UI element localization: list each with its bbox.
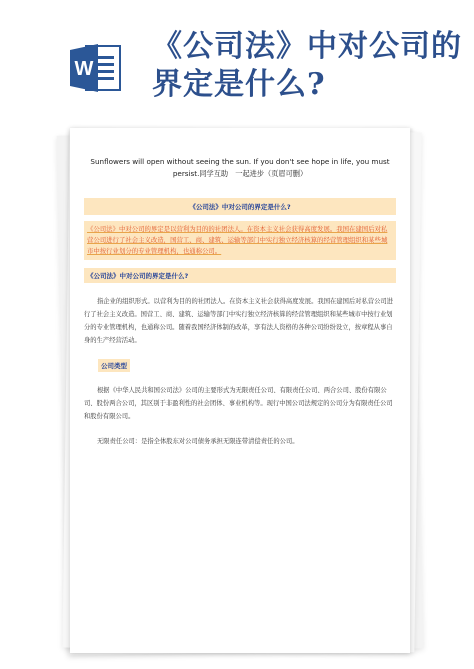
highlight-heading: 《公司法》中对公司的界定是什么?	[84, 268, 396, 283]
highlight-title: 《公司法》中对公司的界定是什么?	[84, 198, 396, 215]
svg-text:W: W	[74, 58, 94, 80]
page-title: 《公司法》中对公司的界定是什么?	[152, 29, 462, 102]
cover-header	[0, 0, 474, 118]
section-label-company-types: 公司类型	[98, 359, 130, 372]
highlight-summary: 《公司法》中对公司的界定是以营利为目的的社团法人。在资本主义社会获得高度发展。我国在建国后对私营公司进行了社会主义改造，国营工、商、建筑、运输等部门中实行独立经济核算的经营管理组织和某些城市中按行业划分的专业管理机构，也通称公司。	[84, 221, 396, 260]
paragraph-unlimited-liability: 无限责任公司：是指全体股东对公司债务承担无限连带清偿责任的公司。	[97, 438, 299, 445]
document-page	[70, 128, 410, 653]
header-motto: Sunflowers will open without seeing the sun. If you don't see hope in life, you must persist.同学互助 一起进步（页眉可删）	[90, 157, 390, 178]
paragraph-company-types: 根据《中华人民共和国公司法》公司的主要形式为无限责任公司、有限责任公司、两合公司、股份有限公司、股份两合公司，其区别于非盈利性的社会团体、事业机构等。现行中国公司法规定的公司分为有限责任公司和股份有限公司。	[84, 387, 393, 420]
paragraph-definition: 指企业的组织形式。以营利为目的的社团法人。在资本主义社会获得高度发展。我国在建国后对私营公司进行了社会主义改造。国营工、商、建筑、运输等部门中实行独立经济核算的经营管理组织和某些城市中按行业划分的专业管理机构，也通称公司。随着我国经济体制的改革，享有法人资格的各种公司纷纷设立，按章程从事自身的生产经营活动。	[84, 298, 393, 344]
word-icon	[68, 40, 124, 96]
